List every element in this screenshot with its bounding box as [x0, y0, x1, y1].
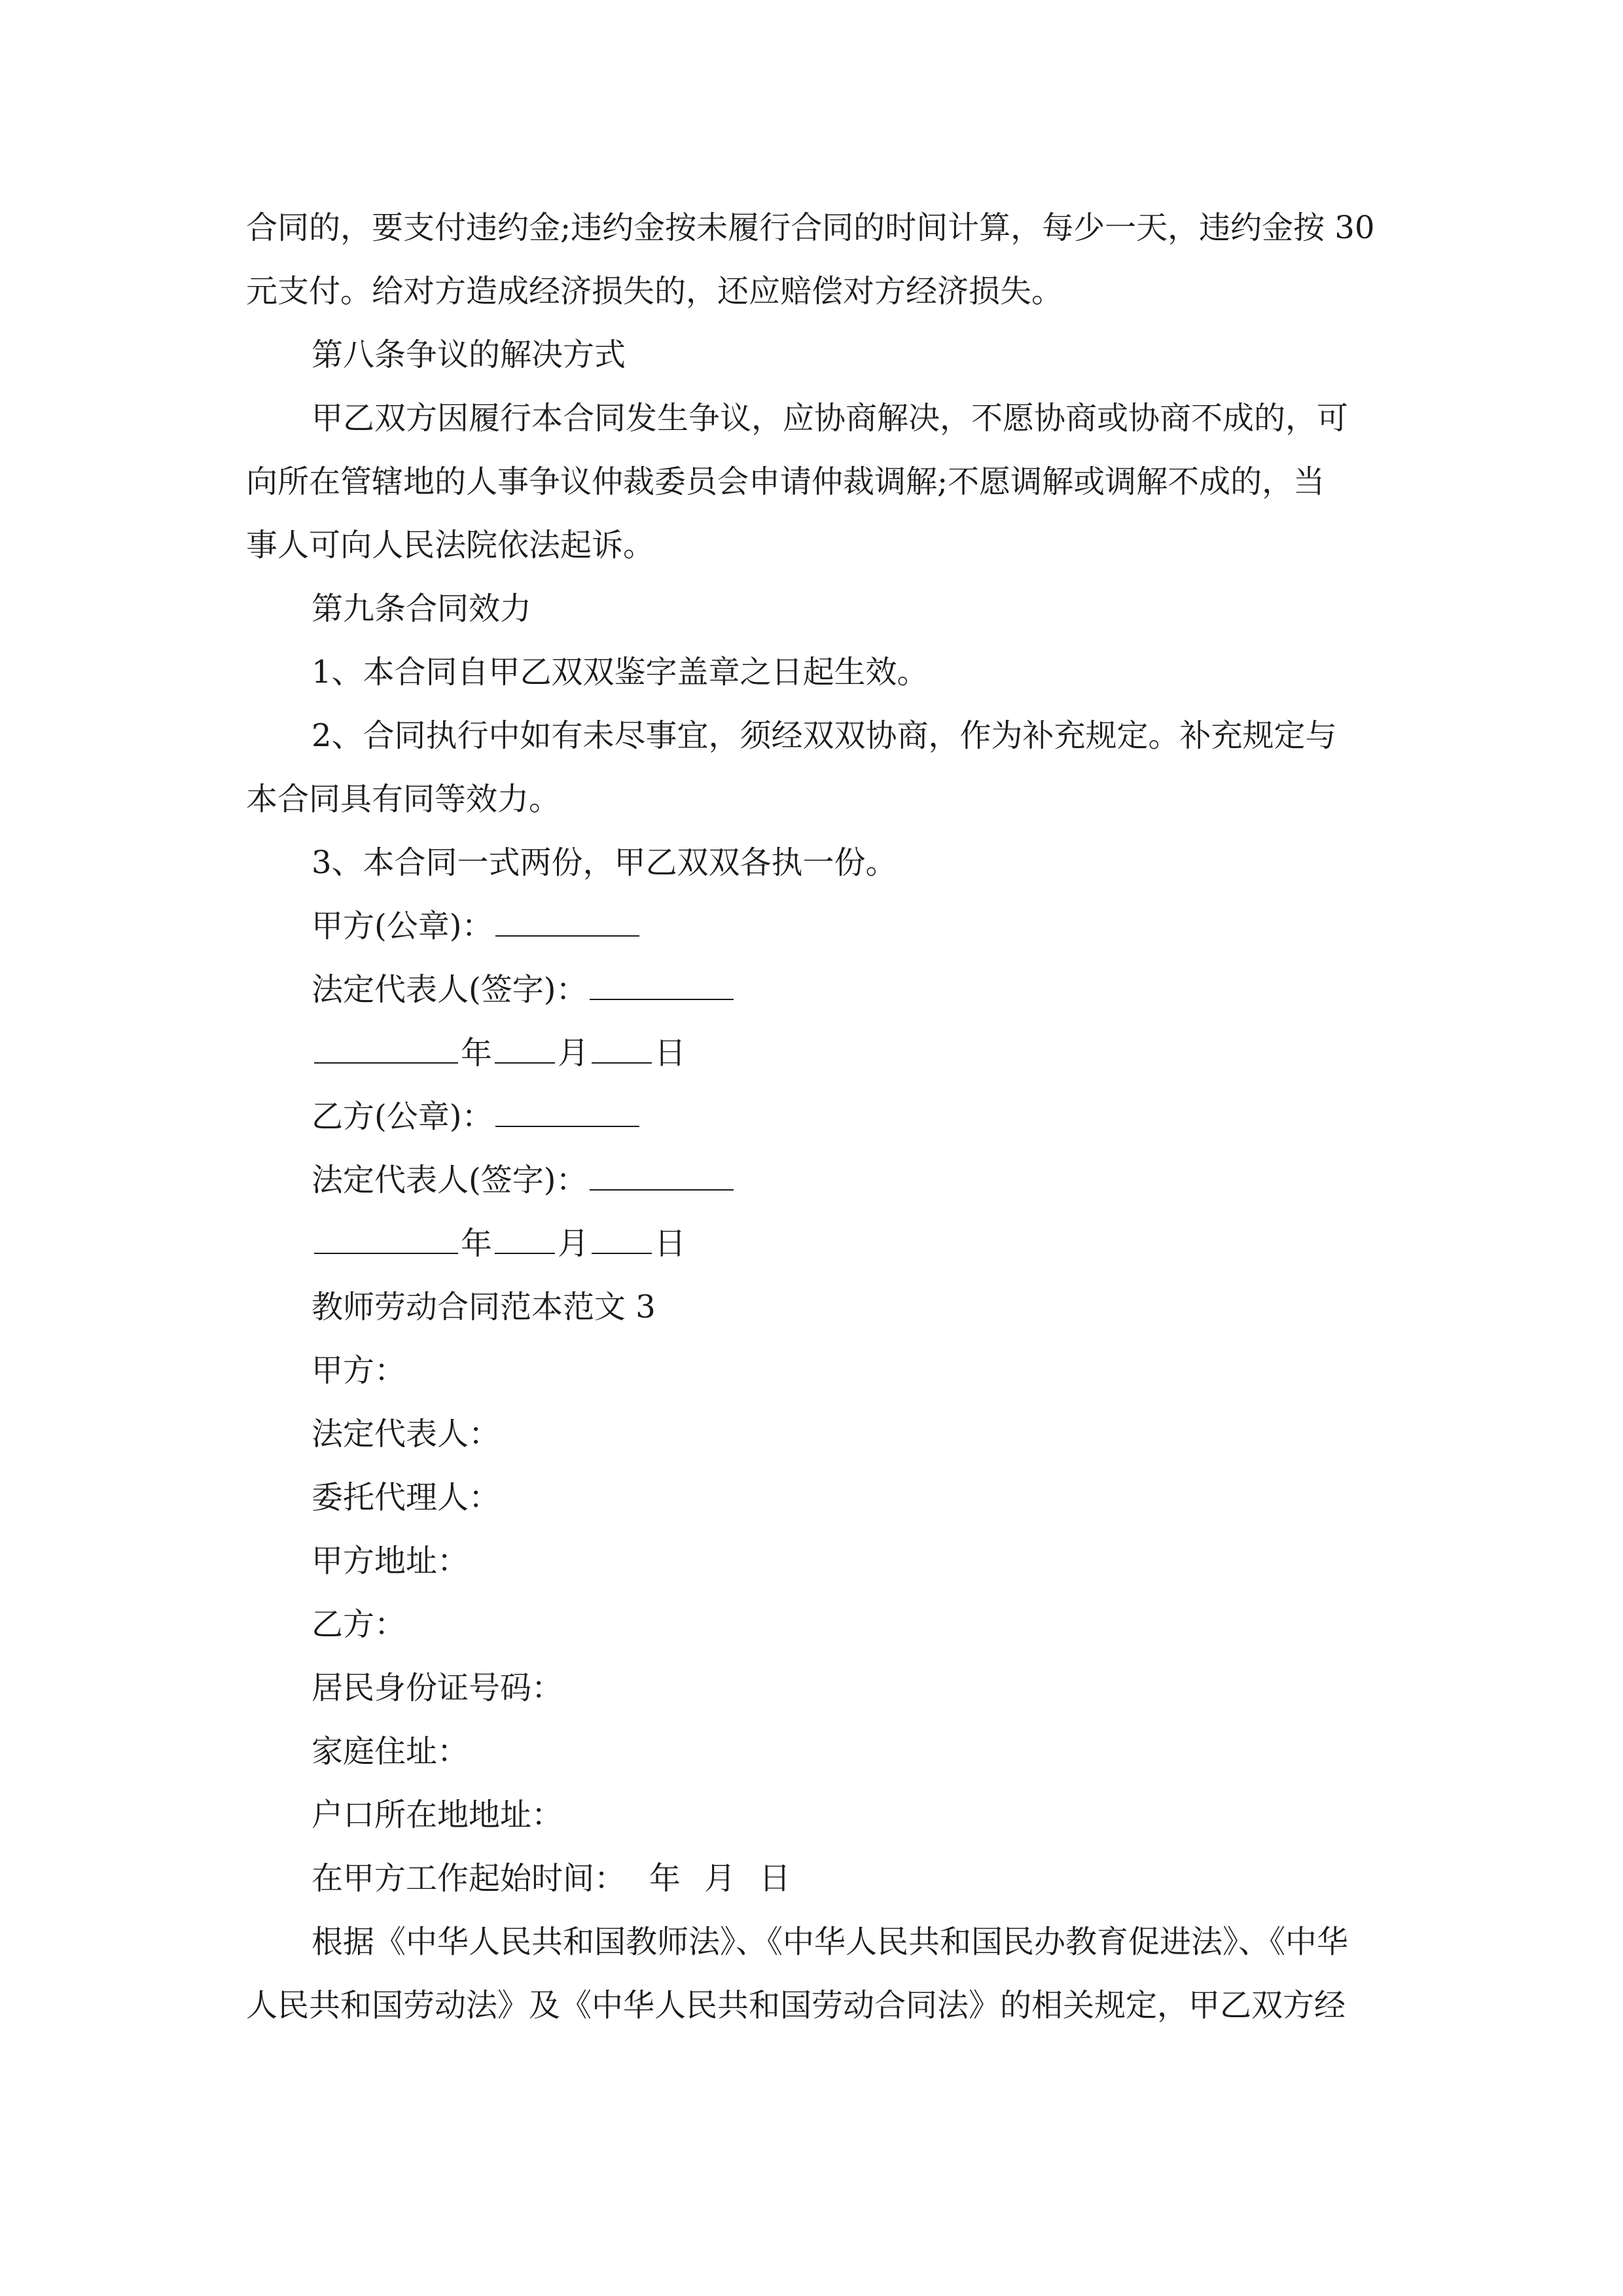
- party-a-seal-blank: [495, 909, 639, 937]
- date-row-a: [246, 1022, 1378, 1085]
- field-id-number: 居民身份证号码：: [312, 1670, 563, 1706]
- month-label: 月: [558, 1035, 590, 1071]
- clause-1: 1、本合同自甲乙双双鉴字盖章之日起生效。: [312, 654, 929, 691]
- party-a-seal-label: 甲方(公章)：: [312, 908, 493, 944]
- field-start-time: [246, 1847, 1378, 1910]
- field-home-address: 家庭住址：: [312, 1733, 469, 1770]
- field-legal-rep: 法定代表人：: [312, 1416, 501, 1452]
- party-b-seal-row: [246, 1085, 1378, 1149]
- date-row-b: [246, 1212, 1378, 1276]
- start-day-label: 日: [759, 1860, 791, 1897]
- field-party-b: 乙方：: [312, 1606, 406, 1643]
- year-blank: [314, 1227, 458, 1254]
- start-month-label: 月: [704, 1860, 736, 1897]
- start-time-label: 在甲方工作起始时间：: [312, 1860, 626, 1897]
- legal-rep-b-blank: [590, 1163, 734, 1191]
- legal-basis-line: 根据《中华人民共和国教师法》、《中华人民共和国民办教育促进法》、《中华: [312, 1924, 1349, 1960]
- start-year-label: 年: [649, 1860, 681, 1897]
- party-b-seal-blank: [495, 1100, 639, 1127]
- month-label: 月: [558, 1225, 590, 1262]
- day-blank: [592, 1227, 652, 1254]
- month-blank: [495, 1036, 555, 1064]
- day-label: 日: [654, 1225, 687, 1262]
- year-label: 年: [461, 1035, 493, 1071]
- paragraph-line: 元支付。给对方造成经济损失的，还应赔偿对方经济损失。: [246, 273, 1063, 310]
- month-blank: [495, 1227, 555, 1254]
- day-blank: [592, 1036, 652, 1064]
- article-9-heading: 第九条合同效力: [312, 590, 532, 627]
- year-blank: [314, 1036, 458, 1064]
- field-agent: 委托代理人：: [312, 1479, 501, 1516]
- paragraph-line: 甲乙双方因履行本合同发生争议，应协商解决，不愿协商或协商不成的，可: [312, 400, 1349, 437]
- clause-2: 2、合同执行中如有未尽事宜，须经双双协商，作为补充规定。补充规定与: [312, 717, 1337, 754]
- day-label: 日: [654, 1035, 687, 1071]
- field-hukou-address: 户口所在地地址：: [312, 1797, 563, 1833]
- party-b-seal-label: 乙方(公章)：: [312, 1098, 493, 1135]
- legal-rep-a-blank: [590, 973, 734, 1000]
- article-8-heading: 第八条争议的解决方式: [312, 336, 626, 373]
- paragraph-line: 事人可向人民法院依法起诉。: [246, 527, 655, 564]
- legal-rep-b-label: 法定代表人(签字)：: [312, 1162, 588, 1198]
- paragraph-line: 本合同具有同等效力。: [246, 781, 561, 817]
- field-party-a-address: 甲方地址：: [312, 1543, 469, 1579]
- clause-3: 3、本合同一式两份，甲乙双双各执一份。: [312, 844, 897, 881]
- legal-rep-a-label: 法定代表人(签字)：: [312, 971, 588, 1008]
- year-label: 年: [461, 1225, 493, 1262]
- legal-rep-b-row: [246, 1149, 1378, 1212]
- field-party-a: 甲方：: [312, 1352, 406, 1389]
- legal-basis-line: 人民共和国劳动法》及《中华人民共和国劳动合同法》的相关规定，甲乙双方经: [246, 1987, 1346, 2024]
- section-3-title: 教师劳动合同范本范文 3: [312, 1289, 656, 1325]
- legal-rep-a-row: [246, 958, 1378, 1022]
- party-a-seal-row: [246, 895, 1378, 958]
- paragraph-line: 向所在管辖地的人事争议仲裁委员会申请仲裁调解;不愿调解或调解不成的，当: [246, 463, 1325, 500]
- document-body: [246, 196, 1378, 2037]
- paragraph-line: 合同的，要支付违约金;违约金按未履行合同的时间计算，每少一天，违约金按 30: [246, 209, 1375, 246]
